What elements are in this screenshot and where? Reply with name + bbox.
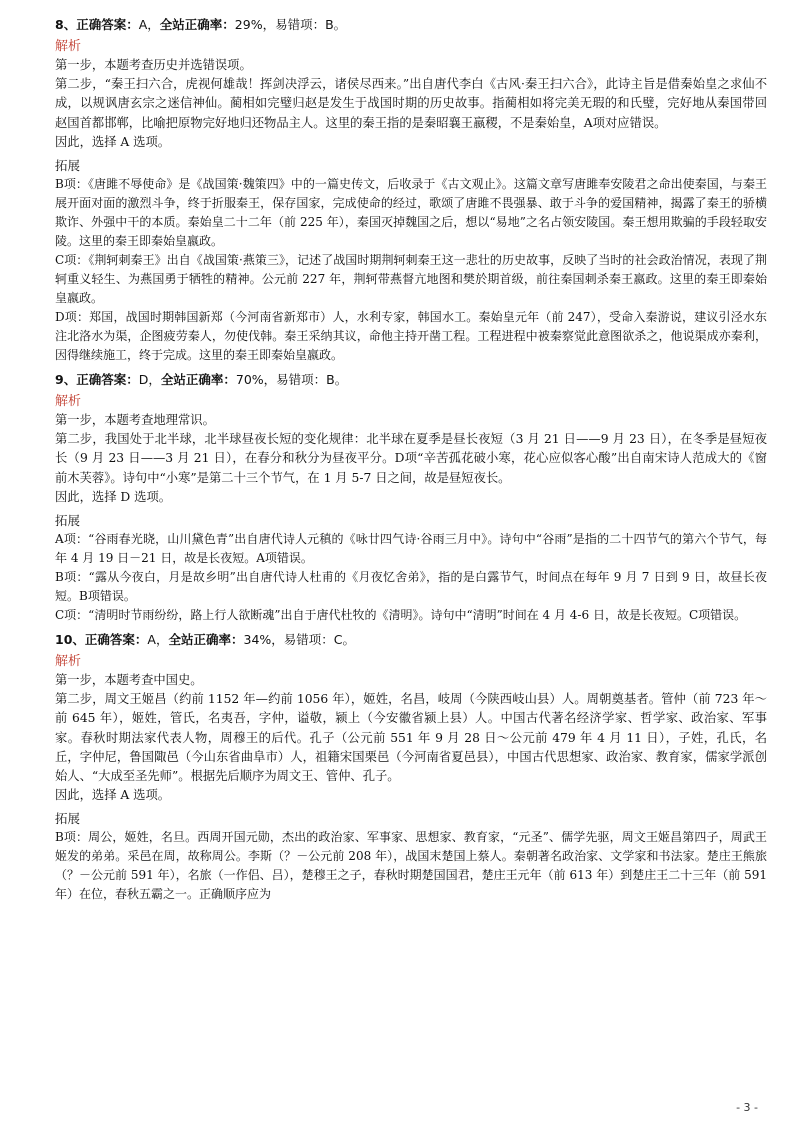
rate-label: 全站正确率：: [159, 17, 235, 32]
analysis-paragraph: 因此，选择 A 选项。: [55, 134, 171, 149]
question-number: 10、: [55, 632, 85, 648]
page-number: - 3 -: [736, 1101, 758, 1114]
question-10: [55, 631, 767, 904]
rate-value: 70%，: [235, 372, 277, 388]
analysis-heading: 解析: [55, 39, 82, 54]
extension-paragraph: B项：“露从今夜白，月是故乡明”出自唐代诗人杜甫的《月夜忆舍弟》，指的是白露节气，时间点在每年 9 月 7 日到 9 日，故昼长夜短。B项错误。: [55, 570, 767, 604]
analysis-paragraph: 因此，选择 A 选项。: [55, 788, 171, 803]
question-9: [55, 371, 767, 625]
analysis-heading: 解析: [55, 654, 82, 670]
easy-wrong: 易错项：B。: [275, 17, 347, 32]
analysis-paragraph: 第二步，“秦王扫六合，虎视何雄哉！挥剑决浮云，诸侯尽西来。”出自唐代李白《古风·秦王扫六合》，此诗主旨是借秦始皇之求仙不成，以规讽唐玄宗之迷信神仙。蔺相如完璧归赵是发生于战国时期的历史故事。指蔺相如将完美无瑕的和氏璧，完好地从秦国带回赵国首都邯郸，比喻把原物完好地归还物品主人。这里的秦王指的是秦昭襄王嬴稷，不是秦始皇，A项对应错误。: [55, 77, 767, 130]
question-header: [55, 16, 767, 34]
rate-label: 全站正确率：: [168, 632, 244, 648]
document-page: [55, 10, 767, 904]
extension-paragraph: C项：《荆轲刺秦王》出自《战国策·燕策三》，记述了战国时期荆轲刺秦王这一悲壮的历史故事，反映了当时的社会政治情况，表现了荆轲重义轻生、为燕国勇于牺牲的精神。公元前 227 年，荆轲带燕督亢地图和樊於期首级，前往秦国刺杀秦王嬴政。这里的秦王即秦始皇嬴政。: [55, 253, 767, 306]
rate-value: 29%，: [234, 17, 276, 32]
extension-paragraph: B项：《唐雎不辱使命》是《战国策·魏策四》中的一篇史传文，后收录于《古文观止》。这篇文章写唐雎奉安陵君之命出使秦国，与秦王展开面对面的激烈斗争，终于折服秦王，保存国家，完成使命的经过，歌颂了唐雎不畏强暴、敢于斗争的爱国精神，揭露了秦王的骄横欺诈、外强中干的本质。秦始皇二十二年（前 225 年），秦国灭掉魏国之后，想以“易地”之名占领安陵国。秦王想用欺骗的手段轻取安陵。这里的秦王即秦始皇嬴政。: [55, 177, 767, 249]
rate-label: 全站正确率：: [160, 372, 236, 388]
analysis-paragraph: 因此，选择 D 选项。: [55, 489, 172, 504]
easy-wrong: 易错项：B。: [276, 372, 348, 388]
rate-value: 34%，: [243, 632, 284, 648]
question-8: [55, 16, 767, 365]
extension-heading: 拓展: [55, 513, 81, 529]
question-number: 8、: [55, 17, 77, 32]
question-header: [55, 371, 767, 389]
analysis-paragraph: 第二步，我国处于北半球，北半球昼夜长短的变化规律：北半球在夏季是昼长夜短（3 月 21 日——9 月 23 日），在冬季是昼短夜长（9 月 23 日——3 月 21 日），在春分和秋分为昼夜平分。D项“辛苦孤花破小寒，花心应似客心酸”出自南宋诗人范成大的《窗前木芙蓉》。诗句中“小寒”是第二十三个节气，在 1 月 5-7 日之间，故是昼短夜长。: [55, 432, 767, 485]
analysis-heading: 解析: [55, 394, 82, 410]
extension-paragraph: B项：周公，姬姓，名旦。西周开国元勋，杰出的政治家、军事家、思想家、教育家，“元圣”、儒学先驱，周文王姬昌第四子，周武王姬发的弟弟。采邑在周，故称周公。李斯（？－公元前 208 年），战国末楚国上蔡人。秦朝著名政治家、文学家和书法家。楚庄王熊旅（？－公元前 591 年），名旅（一作侣、吕），楚穆王之子，春秋时期楚国国君，楚庄王元年（前 613 年）到楚庄王二十三年（前 591 年）在位，春秋五霸之一。正确顺序应为: [55, 830, 767, 902]
question-number: 9、: [55, 372, 77, 388]
extension-paragraph: C项：“清明时节雨纷纷，路上行人欲断魂”出自于唐代杜牧的《清明》。诗句中“清明”时间在 4 月 4-6 日，故是长夜短。C项错误。: [55, 608, 747, 623]
answer-value: A，: [138, 17, 160, 32]
analysis-paragraph: 第一步，本题考查中国史。: [55, 673, 203, 688]
analysis-paragraph: 第二步，周文王姬昌（约前 1152 年—约前 1056 年），姬姓，名昌，岐周（今陕西岐山县）人。周朝奠基者。管仲（前 723 年～前 645 年），姬姓，管氏，名夷吾，字仲，谥敬，颍上（今安徽省颍上县）人。中国古代著名经济学家、哲学家、政治家、军事家。春秋时期法家代表人物，周穆王的后代。孔子（公元前 551 年 9 月 28 日～公元前 479 年 4 月 11 日），子姓，孔氏，名丘，字仲尼，鲁国陬邑（今山东省曲阜市）人，祖籍宋国栗邑（今河南省夏邑县），中国古代思想家、政治家、教育家，儒家学派创始人、“大成至圣先师”。根据先后顺序为周文王、管仲、孔子。: [55, 692, 767, 784]
answer-label: 正确答案：: [84, 632, 148, 648]
extension-heading: 拓展: [55, 158, 81, 174]
question-header: [55, 631, 767, 649]
answer-value: D，: [138, 372, 161, 388]
extension-paragraph: D项：郑国，战国时期韩国新郑（今河南省新郑市）人，水利专家，韩国水工。秦始皇元年（前 247），受命入秦游说，建议引泾水东注北洛水为渠，企图疲劳秦人，勿使伐韩。秦王采纳其议，命他主持开凿工程。工程进程中被秦察觉此意图欲杀之，他说渠成亦秦利，因得继续施工，终于完成。这里的秦王即秦始皇嬴政。: [55, 310, 767, 363]
analysis-paragraph: 第一步，本题考查历史并选错误项。: [55, 58, 252, 72]
answer-value: A，: [147, 632, 169, 648]
easy-wrong: 易错项：C。: [283, 632, 356, 648]
analysis-paragraph: 第一步，本题考查地理常识。: [55, 413, 215, 428]
answer-label: 正确答案：: [76, 17, 139, 32]
extension-paragraph: A项：“谷雨春光晓，山川黛色青”出自唐代诗人元稹的《咏廿四气诗·谷雨三月中》。诗句中“谷雨”是指的二十四节气的第六个节气，每年 4 月 19 日－21 日，故是长夜短。A项错误。: [55, 532, 767, 566]
answer-label: 正确答案：: [76, 372, 139, 388]
extension-heading: 拓展: [55, 811, 81, 827]
